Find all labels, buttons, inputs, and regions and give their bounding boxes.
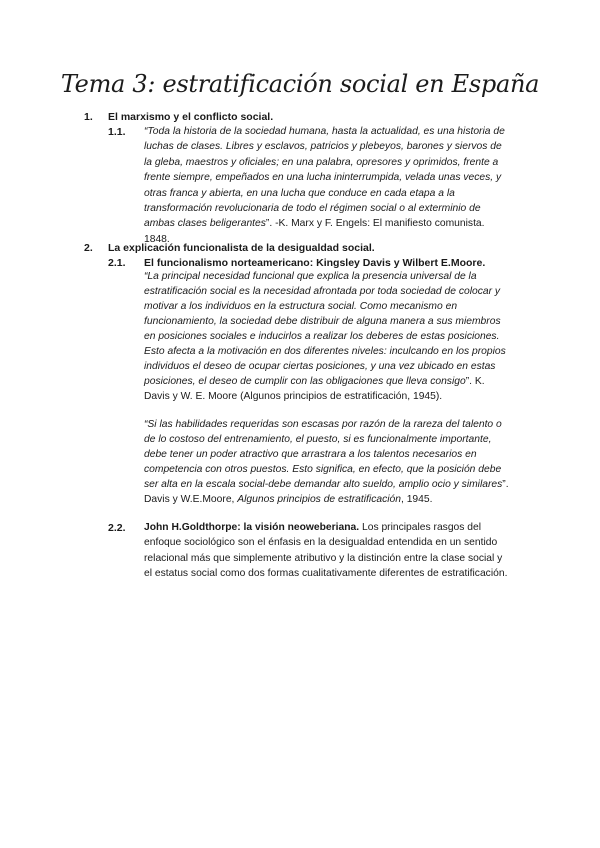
davis-moore-quote-2: “Si las habilidades requeridas son escasas por razón de la rareza del talento o de lo costoso del entrenamiento, el puesto, si es funcionalmente importante, debe tener un poder atractivo que arrastrara a los talentos necesarios en competencia con otros puestos. Esto significa, en efecto, que la posición debe ser alta en la escala social-debe demandar alto sueldo, amplio ocio y similares	[144, 419, 503, 490]
subsection-1-1-number: 1.1.	[108, 126, 126, 138]
section-1-heading: El marxismo y el conflicto social.	[108, 111, 274, 123]
subsection-2-2-body: Los principales rasgos del enfoque sociológico son el énfasis en la desigualdad entendida en un sentido relacional más que simplemente atributivo y la distinción entre la clase social y el estatus social como dos formas cualitativamente diferentes de estratificación.	[144, 522, 508, 579]
marx-citation: ”. -K. Marx y F. Engels: El manifiesto comunista. 1848.	[144, 218, 485, 245]
davis-moore-paragraph-2	[144, 418, 510, 508]
subsection-2-2-heading: John H.Goldthorpe: la visión neoweberiana.	[144, 522, 360, 533]
davis-moore-citation-2-suffix: , 1945.	[400, 493, 433, 505]
subsection-2-2-number: 2.2.	[108, 522, 126, 534]
subsection-2-1-number: 2.1.	[108, 257, 126, 269]
section-2-heading: La explicación funcionalista de la desigualdad social.	[108, 242, 375, 254]
davis-moore-paragraph-1	[144, 270, 510, 405]
davis-moore-citation-2-work: Algunos principios de estratificación	[237, 493, 401, 505]
davis-moore-citation-2-prefix: ”. Davis y W.E.Moore,	[144, 478, 509, 505]
section-1-number: 1.	[84, 111, 93, 123]
marx-quote: “Toda la historia de la sociedad humana, hasta la actualidad, es una historia de luchas de clases. Libres y esclavos, patricios y plebeyos, barones y siervos de la gleba, maestros y oficiales; en una palabra, opresores y oprimidos, frente a frente siempre, empeñados en una lucha ininterrumpida, velada unas veces, y otras franca y abierta, en una lucha que conduce en cada etapa a la transformación revolucionaria de todo el régimen social o al exterminio de ambas clases beligerantes	[144, 126, 505, 230]
subsection-2-1-heading: El funcionalismo norteamericano: Kingsley Davis y Wilbert E.Moore.	[144, 257, 486, 269]
section-2-number: 2.	[84, 242, 93, 254]
davis-moore-citation-1: ”. K. Davis y W. E. Moore (Algunos principios de estratificación, 1945).	[144, 375, 485, 402]
subsection-1-1-paragraph	[144, 124, 510, 247]
davis-moore-quote-1: “La principal necesidad funcional que explica la presencia universal de la estratificación social es la necesidad afrontada por toda sociedad de colocar y motivar a los individuos en la estructura social. Como mecanismo en funcionamiento, la sociedad debe distribuir de alguna manera a sus miembros en posiciones sociales e inducirlos a realizar los deberes de estas posiciones. Esto afecta a la motivación en dos diferentes niveles: inculcando en los propios individuos el deseo de ocupar ciertas posiciones, y una vez ubicado en estas posiciones, el deseo de cumplir con las obligaciones que lleva consigo	[144, 271, 506, 387]
subsection-2-2-paragraph	[144, 520, 510, 581]
page-title: Tema 3: estratificación social en España	[60, 70, 540, 98]
